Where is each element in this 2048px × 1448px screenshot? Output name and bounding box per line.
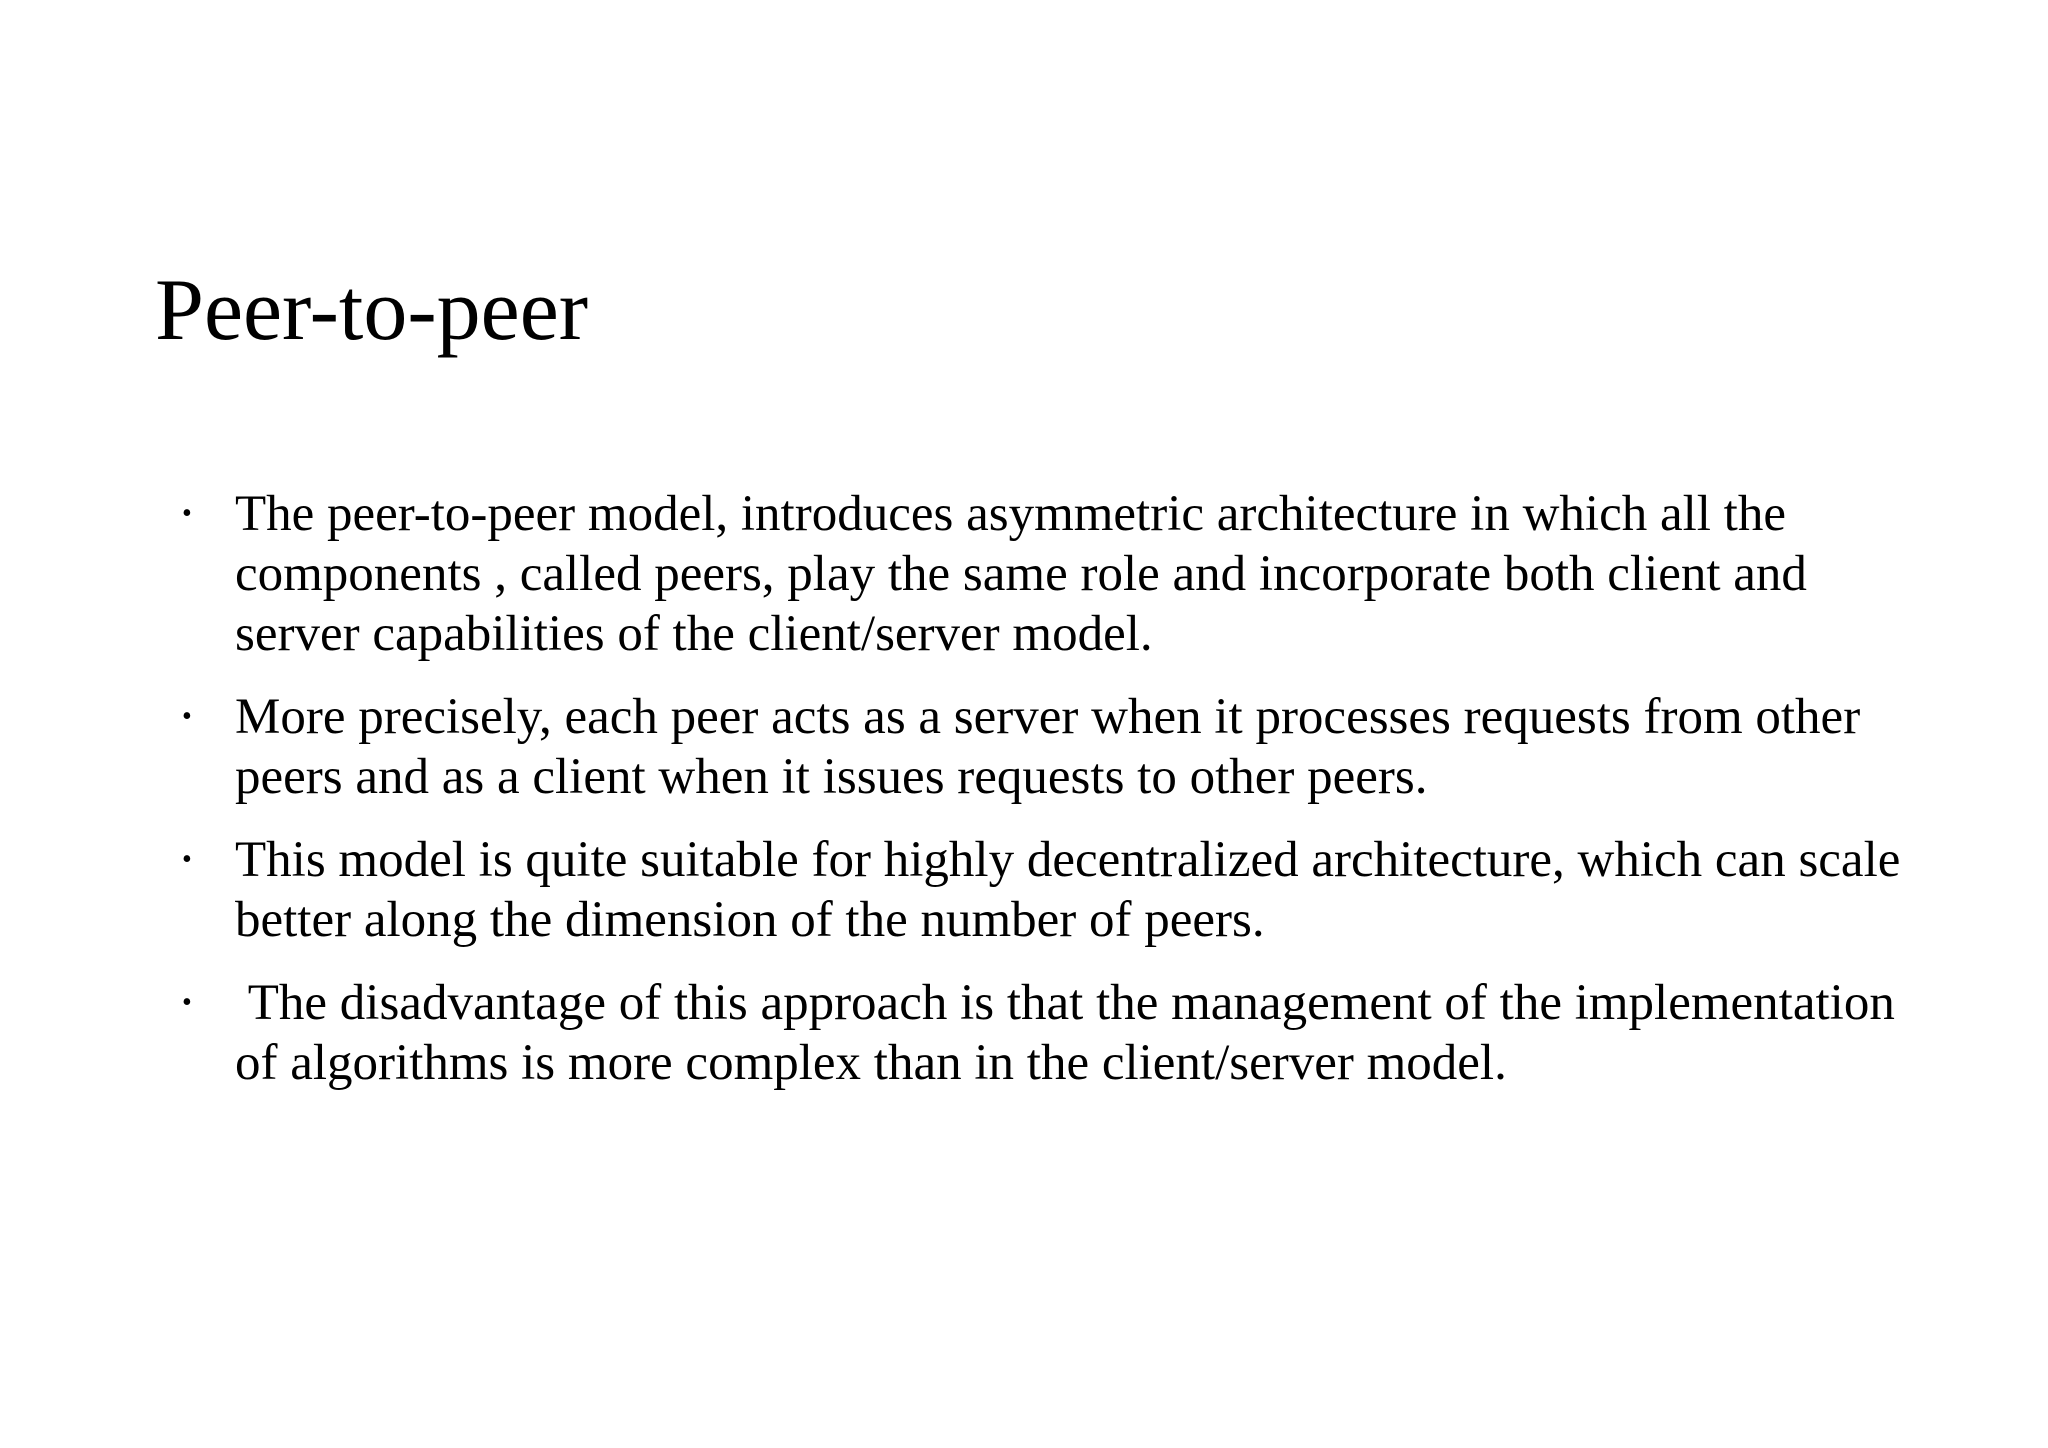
bullet-item [150, 973, 1910, 1093]
bullet-text: The peer-to-peer model, introduces asymmetric architecture in which all the components , called peers, play the same role and incorporate both client and server capabilities of the client/server model. [235, 486, 1820, 662]
slide-title: Peer-to-peer [155, 262, 589, 359]
bullet-text: More precisely, each peer acts as a server when it processes requests from other peers and as a client when it issues requests to other peers. [235, 689, 1873, 805]
bullet-item [150, 830, 1914, 950]
bullet-icon: • [182, 844, 192, 875]
bullet-list [150, 484, 1914, 1116]
bullet-text: The disadvantage of this approach is that the management of the implementation of algorithms is more complex than in the client/server model. [235, 975, 1908, 1091]
bullet-icon: • [182, 498, 192, 529]
bullet-icon: • [182, 701, 192, 732]
bullet-text: This model is quite suitable for highly decentralized architecture, which can scale better along the dimension of the number of peers. [235, 832, 1914, 948]
bullet-icon: • [182, 987, 192, 1018]
bullet-item [150, 687, 1910, 807]
bullet-item [150, 484, 1910, 664]
